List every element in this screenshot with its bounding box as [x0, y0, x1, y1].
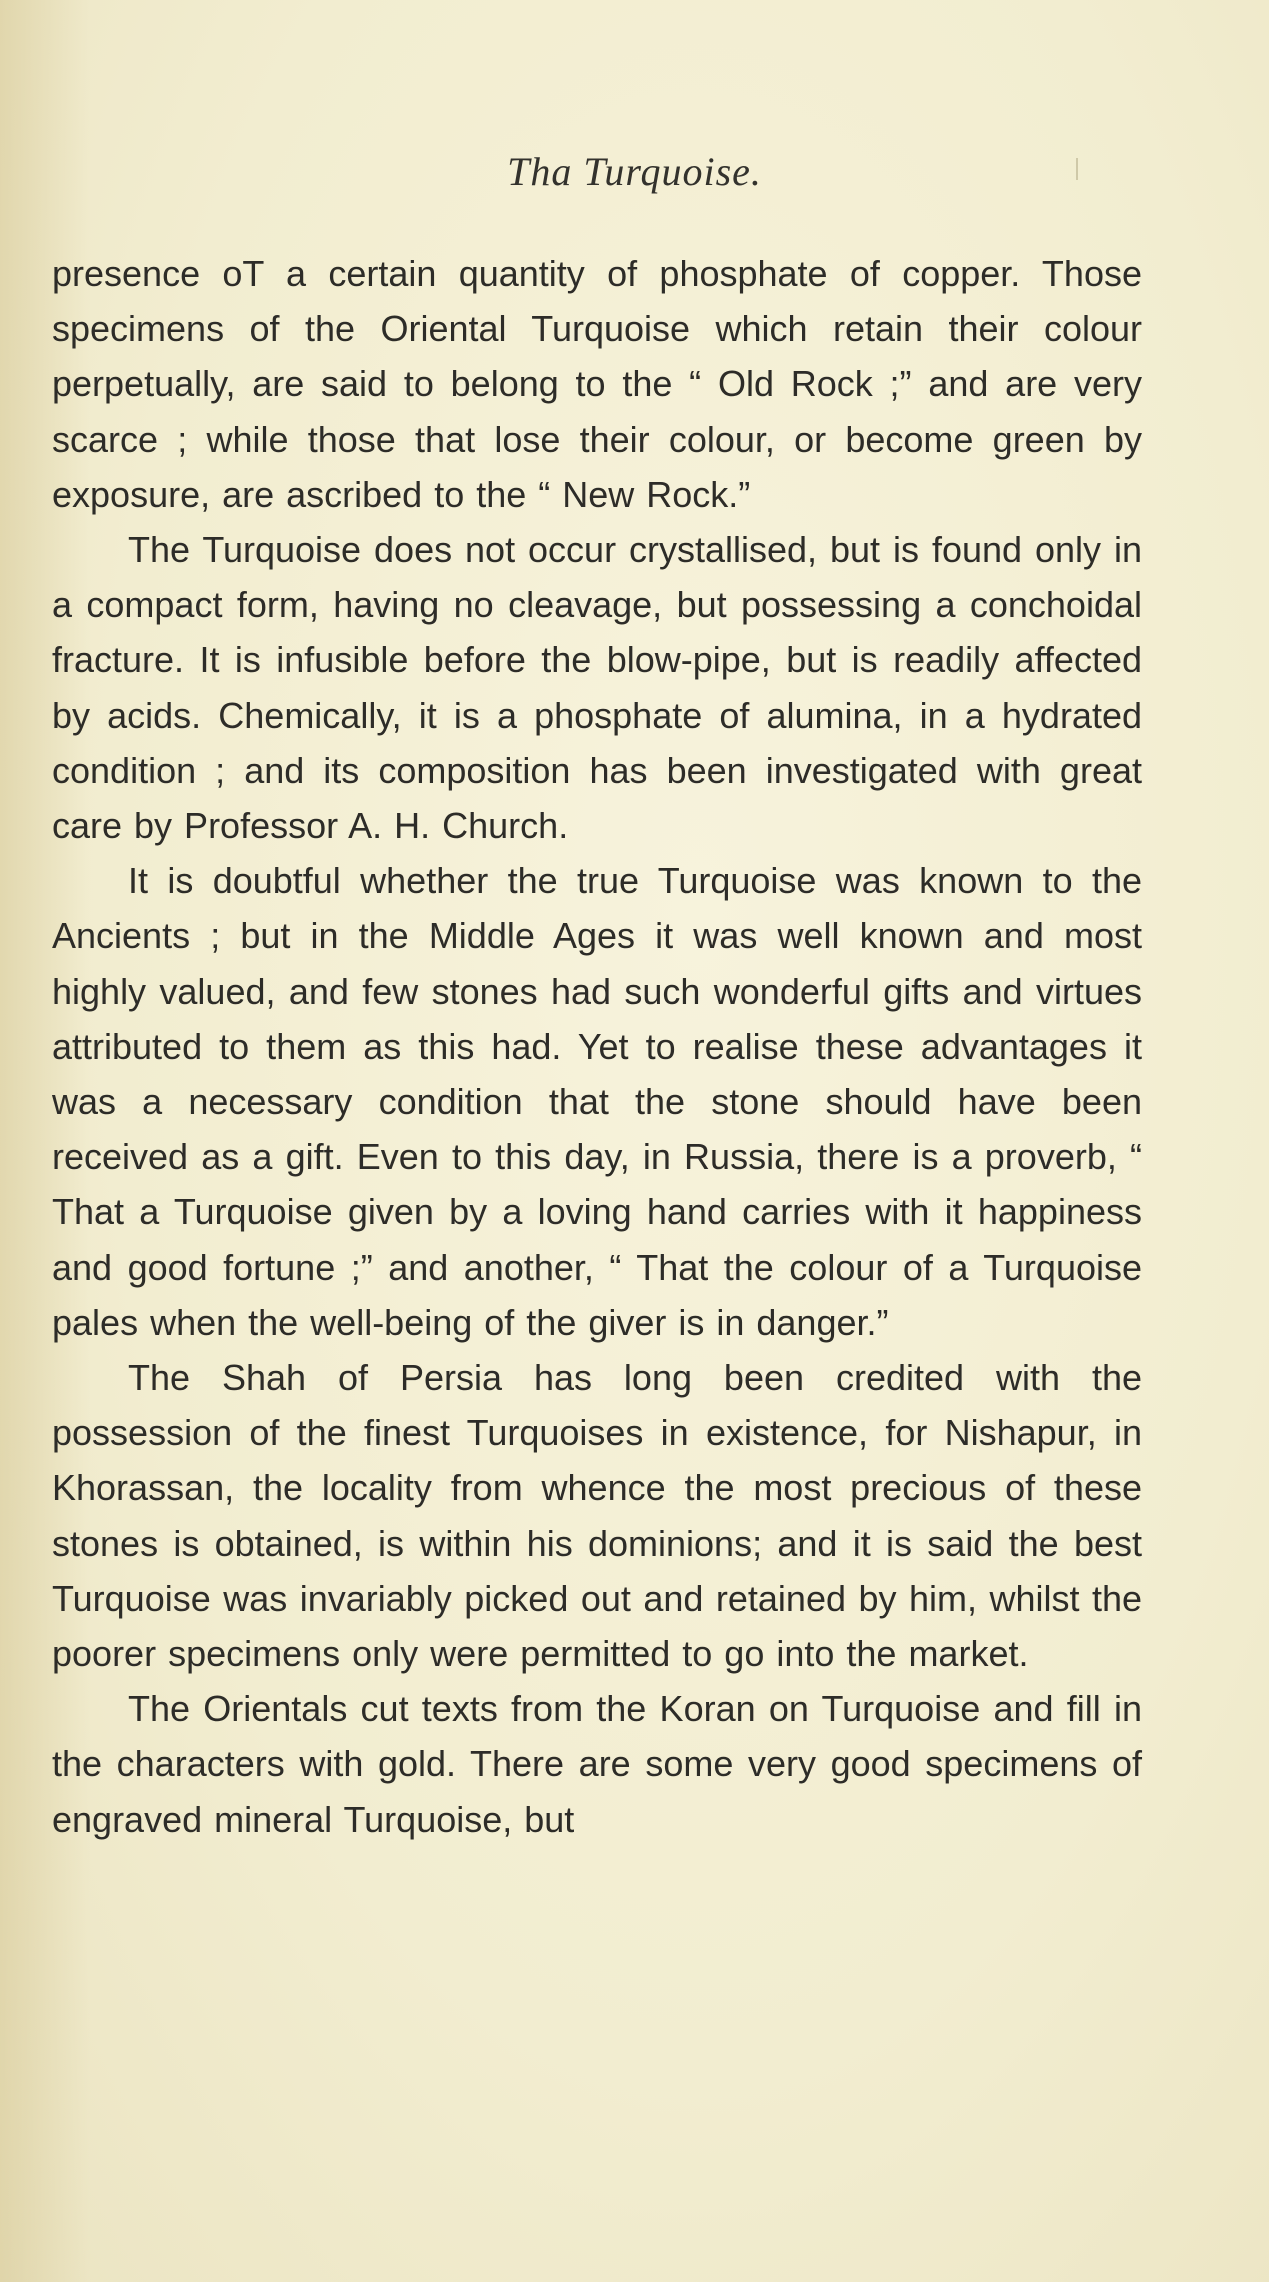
paragraph: It is doubtful whether the true Turquoise was known to the Ancients ; but in the Middle Ages it was well known and most highly valued, and few stones had such wonderful gifts and virtues attributed to them as this had. Yet to realise these advantages it was a necessary condition that the stone should have been received as a gift. Even to this day, in Russia, there is a proverb, “ That a Turquoise given by a loving hand carries with it happiness and good fortune ;” and another, “ That the colour of a Turquoise pales when the well-being of the giver is in danger.” [52, 860, 1142, 1343]
page-mark [1076, 158, 1078, 180]
body-text [52, 246, 1142, 1847]
paragraph: The Turquoise does not occur crystallised, but is found only in a compact form, having no cleavage, but possessing a conchoidal fracture. It is infusible before the blow-pipe, but is readily affected by acids. Chemically, it is a phosphate of alumina, in a hydrated condition ; and its composition has been investigated with great care by Professor A. H. Church. [52, 529, 1142, 847]
paragraph: The Shah of Persia has long been credited with the possession of the finest Turquoises in existence, for Nishapur, in Khorassan, the locality from whence the most precious of these stones is obtained, is within his dominions; and it is said the best Turquoise was invariably picked out and retained by him, whilst the poorer specimens only were permitted to go into the market. [52, 1357, 1142, 1675]
paragraph: The Orientals cut texts from the Koran on Turquoise and fill in the characters with gold. There are some very good specimens of engraved mineral Turquoise, but [52, 1688, 1142, 1840]
running-head: Tha Turquoise. [507, 149, 762, 194]
paragraph-continued: presence oT a certain quantity of phosphate of copper. Those specimens of the Oriental Turquoise which retain their colour perpetually, are said to belong to the “ Old Rock ;” and are very scarce ; while those that lose their colour, or become green by exposure, are ascribed to the “ New Rock.” [52, 253, 1142, 515]
